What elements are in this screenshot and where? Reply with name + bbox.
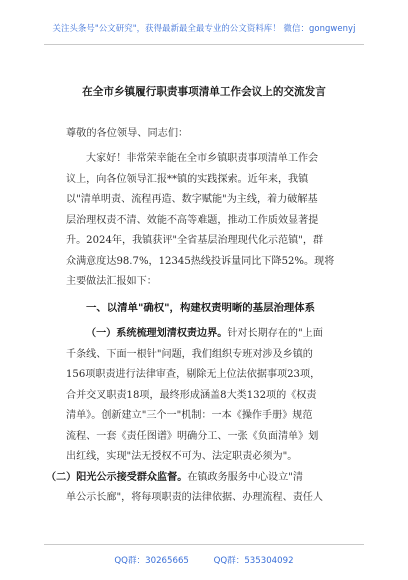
- paragraph-line: （二）阳光公示接受群众监督。在镇政务服务中心设立"清: [46, 471, 303, 483]
- greeting: 尊敬的各位领导、同志们：: [66, 128, 189, 139]
- subsection-label: （一）系统梳理划清权责边界。: [86, 328, 228, 339]
- paragraph-line: 千条线、下面一根针"问题，我们组织专班对涉及乡镇的: [66, 348, 313, 360]
- intro-line: 升。2024年，我镇获评"全省基层治理现代化示范镇"，群: [66, 235, 324, 246]
- intro-line: 大家好！非常荣幸能在全市乡镇职责事项清单工作会: [86, 153, 319, 164]
- paragraph-line: （一）系统梳理划清权责边界。针对长期存在的"上面: [86, 328, 323, 339]
- paragraph-line: 清单》。创新建立"三个一"机制：一本《操作手册》规范: [66, 410, 313, 421]
- intro-line: 以"清单明责、流程再造、数字赋能"为主线，着力破解基: [66, 194, 318, 205]
- footer-divider: [44, 544, 364, 545]
- header-divider: [44, 44, 364, 45]
- intro-line: 主要做法汇报如下：: [66, 276, 157, 287]
- subsection-label: （二）阳光公示接受群众监督。: [46, 471, 188, 483]
- header-banner: 关注头条号"公文研究"，获得最新最全最专业的公文资料库！ 微信：gongwenyj: [52, 23, 356, 33]
- footer-qq-group-1: QQ群：30265665: [114, 556, 189, 566]
- intro-line: 议上，向各位领导汇报**镇的实践探索。近年来，我镇: [66, 173, 309, 185]
- footer-qq-group-2: QQ群：535304092: [213, 556, 294, 566]
- footer: [0, 554, 408, 566]
- paragraph-line: 156项职责进行法律审查，剔除无上位法依据事项23项，: [66, 369, 321, 380]
- paragraph-line: 单公示长廊"，将每项职责的法律依据、办理流程、责任人: [66, 492, 323, 503]
- intro-line: 众满意度达98.7%，12345热线投诉量同比下降52%。现将: [66, 255, 335, 267]
- section-1-paragraph: [46, 324, 366, 509]
- paragraph-line: 出红线，实现"法无授权不可为、法定职责必须为"。: [66, 451, 298, 462]
- intro-paragraph: [66, 149, 366, 293]
- paragraph-line: 合并交叉职责18项，最终形成涵盖8大类132项的《权责: [66, 389, 317, 401]
- paragraph-line: 流程、一套《责任图谱》明确分工、一张《负面清单》划: [66, 430, 319, 442]
- document-title: 在全市乡镇履行职责事项清单工作会议上的交流发言: [82, 86, 326, 98]
- section-heading: 一、以清单"确权"，构建权责明晰的基层治理体系: [86, 302, 316, 314]
- intro-line: 层治理权责不清、效能不高等难题，推动工作质效显著提: [66, 214, 319, 226]
